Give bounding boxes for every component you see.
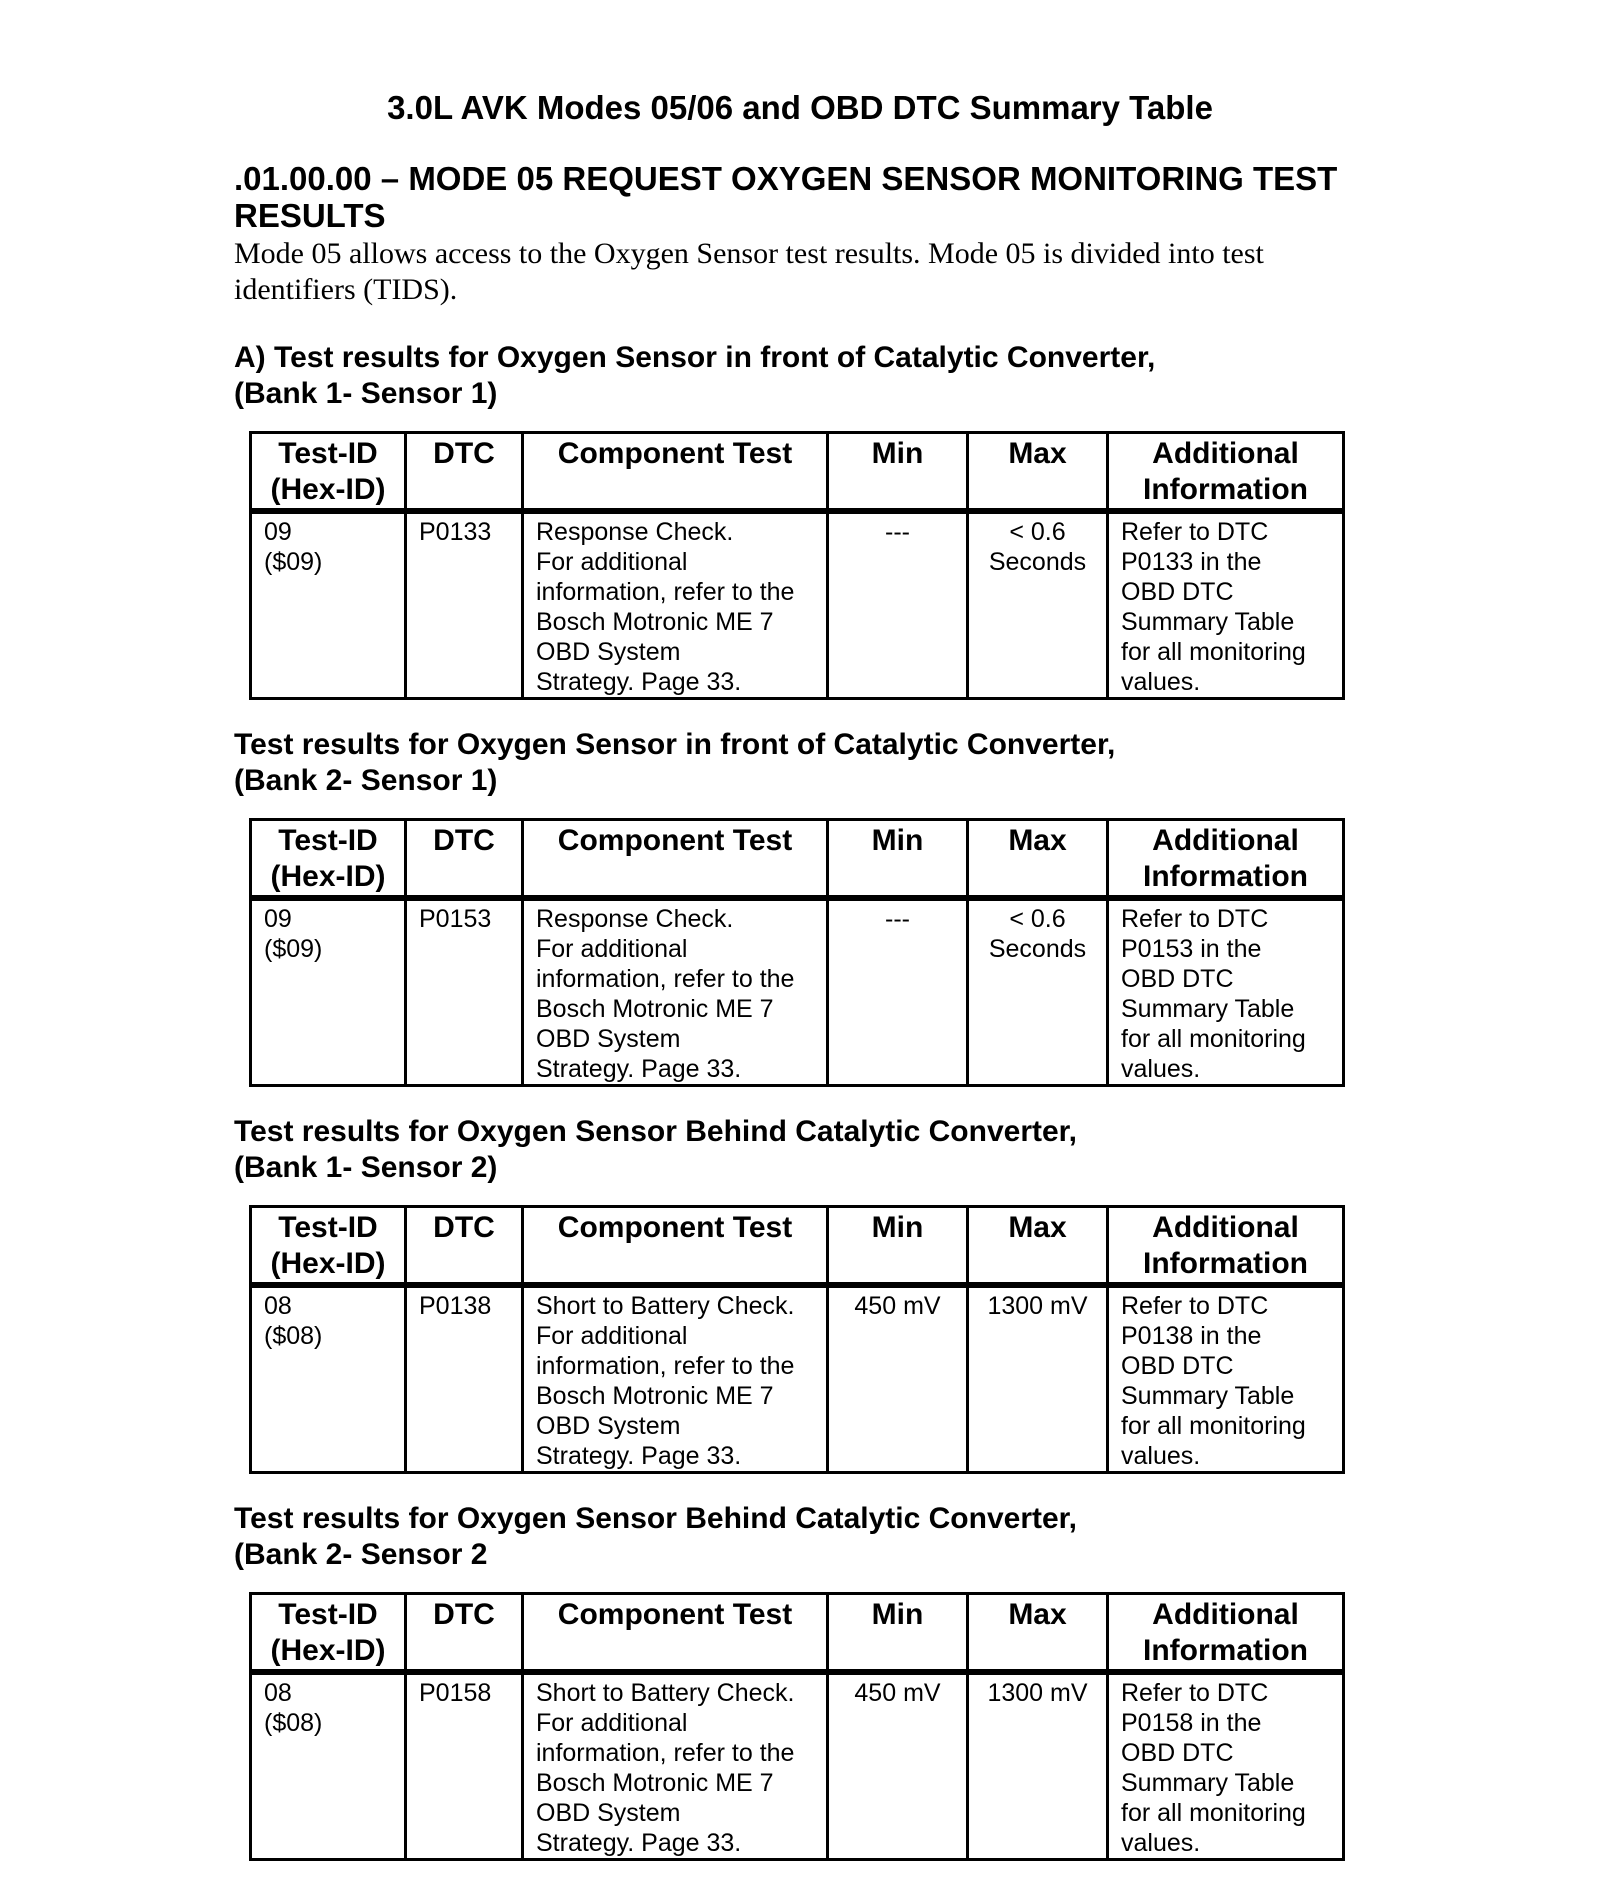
cell-additional-information bbox=[1108, 1285, 1344, 1473]
table-heading bbox=[234, 1501, 1374, 1573]
header-text: Additional bbox=[1152, 1211, 1299, 1244]
cell-component-test bbox=[523, 511, 828, 699]
component-text-line: Bosch Motronic ME 7 bbox=[536, 1769, 774, 1797]
table-heading bbox=[234, 340, 1374, 412]
header-additional-information bbox=[1108, 433, 1344, 512]
cell-additional-information bbox=[1108, 511, 1344, 699]
header-component-test bbox=[523, 1594, 828, 1673]
table-heading-line: Test results for Oxygen Sensor Behind Catalytic Converter, bbox=[234, 1115, 1078, 1148]
max-unit: Seconds bbox=[988, 935, 1087, 963]
header-test-id bbox=[251, 1207, 406, 1286]
header-text: Max bbox=[1008, 1598, 1067, 1631]
header-dtc bbox=[406, 1594, 523, 1673]
component-text-line: OBD System bbox=[536, 1412, 681, 1440]
header-max bbox=[968, 433, 1108, 512]
additional-text-line: P0158 in the bbox=[1121, 1709, 1262, 1737]
table-header-row bbox=[251, 1207, 1344, 1286]
header-text: DTC bbox=[433, 437, 495, 470]
header-text: DTC bbox=[433, 1598, 495, 1631]
header-text: Information bbox=[1143, 473, 1308, 506]
dtc-value: P0133 bbox=[419, 518, 492, 546]
min-value: 450 mV bbox=[854, 1679, 941, 1707]
header-text: Test-ID bbox=[278, 824, 378, 857]
min-value: --- bbox=[885, 905, 910, 933]
hex-id-value: ($08) bbox=[264, 1709, 323, 1737]
cell-additional-information bbox=[1108, 898, 1344, 1086]
header-min bbox=[828, 1594, 968, 1673]
header-text: Additional bbox=[1152, 437, 1299, 470]
header-additional-information bbox=[1108, 1594, 1344, 1673]
intro-line: Mode 05 allows access to the Oxygen Sensor test results. Mode 05 is divided into test bbox=[234, 237, 1264, 270]
section-heading-line: .01.00.00 – MODE 05 REQUEST OXYGEN SENSOR MONITORING TEST bbox=[234, 160, 1338, 197]
additional-text-line: Refer to DTC bbox=[1121, 905, 1269, 933]
additional-text-line: for all monitoring bbox=[1121, 638, 1306, 666]
component-text-line: OBD System bbox=[536, 638, 681, 666]
hex-id-value: ($09) bbox=[264, 548, 323, 576]
additional-text-line: Summary Table bbox=[1121, 1769, 1295, 1797]
table-heading-line: (Bank 1- Sensor 1) bbox=[234, 377, 498, 410]
header-text: Test-ID bbox=[278, 437, 378, 470]
header-text: Max bbox=[1008, 824, 1067, 857]
component-text-line: Strategy. Page 33. bbox=[536, 1442, 742, 1470]
additional-text-line: P0153 in the bbox=[1121, 935, 1262, 963]
cell-min bbox=[828, 1285, 968, 1473]
intro-line: identifiers (TIDS). bbox=[234, 273, 458, 306]
header-text: Additional bbox=[1152, 824, 1299, 857]
test-id-value: 08 bbox=[264, 1292, 292, 1320]
table-header-row bbox=[251, 433, 1344, 512]
cell-min bbox=[828, 1672, 968, 1860]
min-value: --- bbox=[885, 518, 910, 546]
component-text-line: Strategy. Page 33. bbox=[536, 1055, 742, 1083]
component-text-line: information, refer to the bbox=[536, 1352, 795, 1380]
test-results-table bbox=[249, 1205, 1345, 1474]
additional-text-line: P0133 in the bbox=[1121, 548, 1262, 576]
header-text: Min bbox=[871, 1211, 924, 1244]
test-id-value: 08 bbox=[264, 1679, 292, 1707]
header-text: Component Test bbox=[557, 1598, 793, 1631]
table-row bbox=[251, 1285, 1344, 1473]
cell-test-id bbox=[251, 898, 406, 1086]
cell-dtc bbox=[406, 511, 523, 699]
component-text-line: Short to Battery Check. bbox=[536, 1679, 795, 1707]
cell-test-id bbox=[251, 511, 406, 699]
header-text: Information bbox=[1143, 860, 1308, 893]
additional-text-line: for all monitoring bbox=[1121, 1025, 1306, 1053]
header-component-test bbox=[523, 433, 828, 512]
cell-max bbox=[968, 898, 1108, 1086]
header-dtc bbox=[406, 1207, 523, 1286]
table-heading-line: Test results for Oxygen Sensor in front of Catalytic Converter, bbox=[234, 728, 1116, 761]
table-heading-line: A) Test results for Oxygen Sensor in front of Catalytic Converter, bbox=[234, 341, 1156, 374]
header-text: Component Test bbox=[557, 1211, 793, 1244]
header-test-id bbox=[251, 433, 406, 512]
table-heading-line: Test results for Oxygen Sensor Behind Catalytic Converter, bbox=[234, 1502, 1078, 1535]
table-heading-line: (Bank 1- Sensor 2) bbox=[234, 1151, 498, 1184]
test-id-value: 09 bbox=[264, 518, 292, 546]
max-value: 1300 mV bbox=[987, 1679, 1088, 1707]
component-text-line: OBD System bbox=[536, 1025, 681, 1053]
header-text: (Hex-ID) bbox=[270, 1634, 386, 1667]
additional-text-line: OBD DTC bbox=[1121, 1739, 1234, 1767]
header-test-id bbox=[251, 820, 406, 899]
additional-text-line: Refer to DTC bbox=[1121, 1292, 1269, 1320]
additional-text-line: OBD DTC bbox=[1121, 965, 1234, 993]
additional-text-line: P0138 in the bbox=[1121, 1322, 1262, 1350]
header-text: (Hex-ID) bbox=[270, 860, 386, 893]
header-text: Test-ID bbox=[278, 1211, 378, 1244]
cell-min bbox=[828, 511, 968, 699]
component-text-line: Response Check. bbox=[536, 905, 734, 933]
cell-dtc bbox=[406, 1672, 523, 1860]
table-row bbox=[251, 511, 1344, 699]
component-text-line: Response Check. bbox=[536, 518, 734, 546]
max-value: < 0.6 bbox=[1009, 905, 1066, 933]
component-text-line: Short to Battery Check. bbox=[536, 1292, 795, 1320]
section-heading bbox=[234, 160, 1374, 234]
table-heading bbox=[234, 1114, 1374, 1186]
additional-text-line: Refer to DTC bbox=[1121, 1679, 1269, 1707]
table-header-row bbox=[251, 820, 1344, 899]
hex-id-value: ($08) bbox=[264, 1322, 323, 1350]
cell-component-test bbox=[523, 898, 828, 1086]
header-text: Component Test bbox=[557, 824, 793, 857]
header-text: Min bbox=[871, 1598, 924, 1631]
test-id-value: 09 bbox=[264, 905, 292, 933]
table-row bbox=[251, 1672, 1344, 1860]
dtc-value: P0153 bbox=[419, 905, 492, 933]
header-text: DTC bbox=[433, 824, 495, 857]
component-text-line: For additional bbox=[536, 1322, 688, 1350]
additional-text-line: values. bbox=[1121, 1055, 1201, 1083]
header-component-test bbox=[523, 820, 828, 899]
component-text-line: Bosch Motronic ME 7 bbox=[536, 608, 774, 636]
component-text-line: information, refer to the bbox=[536, 578, 795, 606]
cell-dtc bbox=[406, 898, 523, 1086]
table-heading-line: (Bank 2- Sensor 2 bbox=[234, 1538, 488, 1571]
header-max bbox=[968, 1207, 1108, 1286]
additional-text-line: OBD DTC bbox=[1121, 1352, 1234, 1380]
cell-min bbox=[828, 898, 968, 1086]
max-unit: Seconds bbox=[988, 548, 1087, 576]
header-text: (Hex-ID) bbox=[270, 1247, 386, 1280]
header-text: Max bbox=[1008, 437, 1067, 470]
cell-test-id bbox=[251, 1672, 406, 1860]
component-text-line: information, refer to the bbox=[536, 1739, 795, 1767]
min-value: 450 mV bbox=[854, 1292, 941, 1320]
cell-component-test bbox=[523, 1672, 828, 1860]
additional-text-line: values. bbox=[1121, 1829, 1201, 1857]
intro-paragraph bbox=[234, 236, 1364, 308]
header-min bbox=[828, 1207, 968, 1286]
header-dtc bbox=[406, 820, 523, 899]
dtc-value: P0158 bbox=[419, 1679, 492, 1707]
additional-text-line: Summary Table bbox=[1121, 995, 1295, 1023]
test-results-table bbox=[249, 431, 1345, 700]
component-text-line: Strategy. Page 33. bbox=[536, 1829, 742, 1857]
cell-test-id bbox=[251, 1285, 406, 1473]
table-heading-line: (Bank 2- Sensor 1) bbox=[234, 764, 498, 797]
header-min bbox=[828, 820, 968, 899]
header-max bbox=[968, 1594, 1108, 1673]
header-text: Additional bbox=[1152, 1598, 1299, 1631]
component-text-line: For additional bbox=[536, 935, 688, 963]
additional-text-line: for all monitoring bbox=[1121, 1412, 1306, 1440]
component-text-line: For additional bbox=[536, 548, 688, 576]
section-heading-line: RESULTS bbox=[234, 197, 386, 234]
additional-text-line: values. bbox=[1121, 1442, 1201, 1470]
additional-text-line: values. bbox=[1121, 668, 1201, 696]
header-text: Component Test bbox=[557, 437, 793, 470]
hex-id-value: ($09) bbox=[264, 935, 323, 963]
cell-component-test bbox=[523, 1285, 828, 1473]
test-results-table bbox=[249, 1592, 1345, 1861]
header-text: Test-ID bbox=[278, 1598, 378, 1631]
additional-text-line: Refer to DTC bbox=[1121, 518, 1269, 546]
additional-text-line: Summary Table bbox=[1121, 1382, 1295, 1410]
header-text: Min bbox=[871, 824, 924, 857]
dtc-value: P0138 bbox=[419, 1292, 492, 1320]
max-value: < 0.6 bbox=[1009, 518, 1066, 546]
test-results-table bbox=[249, 818, 1345, 1087]
table-header-row bbox=[251, 1594, 1344, 1673]
cell-dtc bbox=[406, 1285, 523, 1473]
cell-additional-information bbox=[1108, 1672, 1344, 1860]
header-text: (Hex-ID) bbox=[270, 473, 386, 506]
header-additional-information bbox=[1108, 820, 1344, 899]
header-text: Max bbox=[1008, 1211, 1067, 1244]
component-text-line: Bosch Motronic ME 7 bbox=[536, 1382, 774, 1410]
header-additional-information bbox=[1108, 1207, 1344, 1286]
table-row bbox=[251, 898, 1344, 1086]
cell-max bbox=[968, 1285, 1108, 1473]
table-heading bbox=[234, 727, 1374, 799]
header-test-id bbox=[251, 1594, 406, 1673]
header-text: Information bbox=[1143, 1247, 1308, 1280]
cell-max bbox=[968, 1672, 1108, 1860]
document-title: 3.0L AVK Modes 05/06 and OBD DTC Summary Table bbox=[387, 89, 1213, 126]
header-dtc bbox=[406, 433, 523, 512]
header-component-test bbox=[523, 1207, 828, 1286]
component-text-line: Bosch Motronic ME 7 bbox=[536, 995, 774, 1023]
additional-text-line: OBD DTC bbox=[1121, 578, 1234, 606]
header-min bbox=[828, 433, 968, 512]
component-text-line: Strategy. Page 33. bbox=[536, 668, 742, 696]
component-text-line: OBD System bbox=[536, 1799, 681, 1827]
header-max bbox=[968, 820, 1108, 899]
additional-text-line: for all monitoring bbox=[1121, 1799, 1306, 1827]
header-text: Min bbox=[871, 437, 924, 470]
header-text: Information bbox=[1143, 1634, 1308, 1667]
max-value: 1300 mV bbox=[987, 1292, 1088, 1320]
component-text-line: information, refer to the bbox=[536, 965, 795, 993]
additional-text-line: Summary Table bbox=[1121, 608, 1295, 636]
cell-max bbox=[968, 511, 1108, 699]
header-text: DTC bbox=[433, 1211, 495, 1244]
component-text-line: For additional bbox=[536, 1709, 688, 1737]
